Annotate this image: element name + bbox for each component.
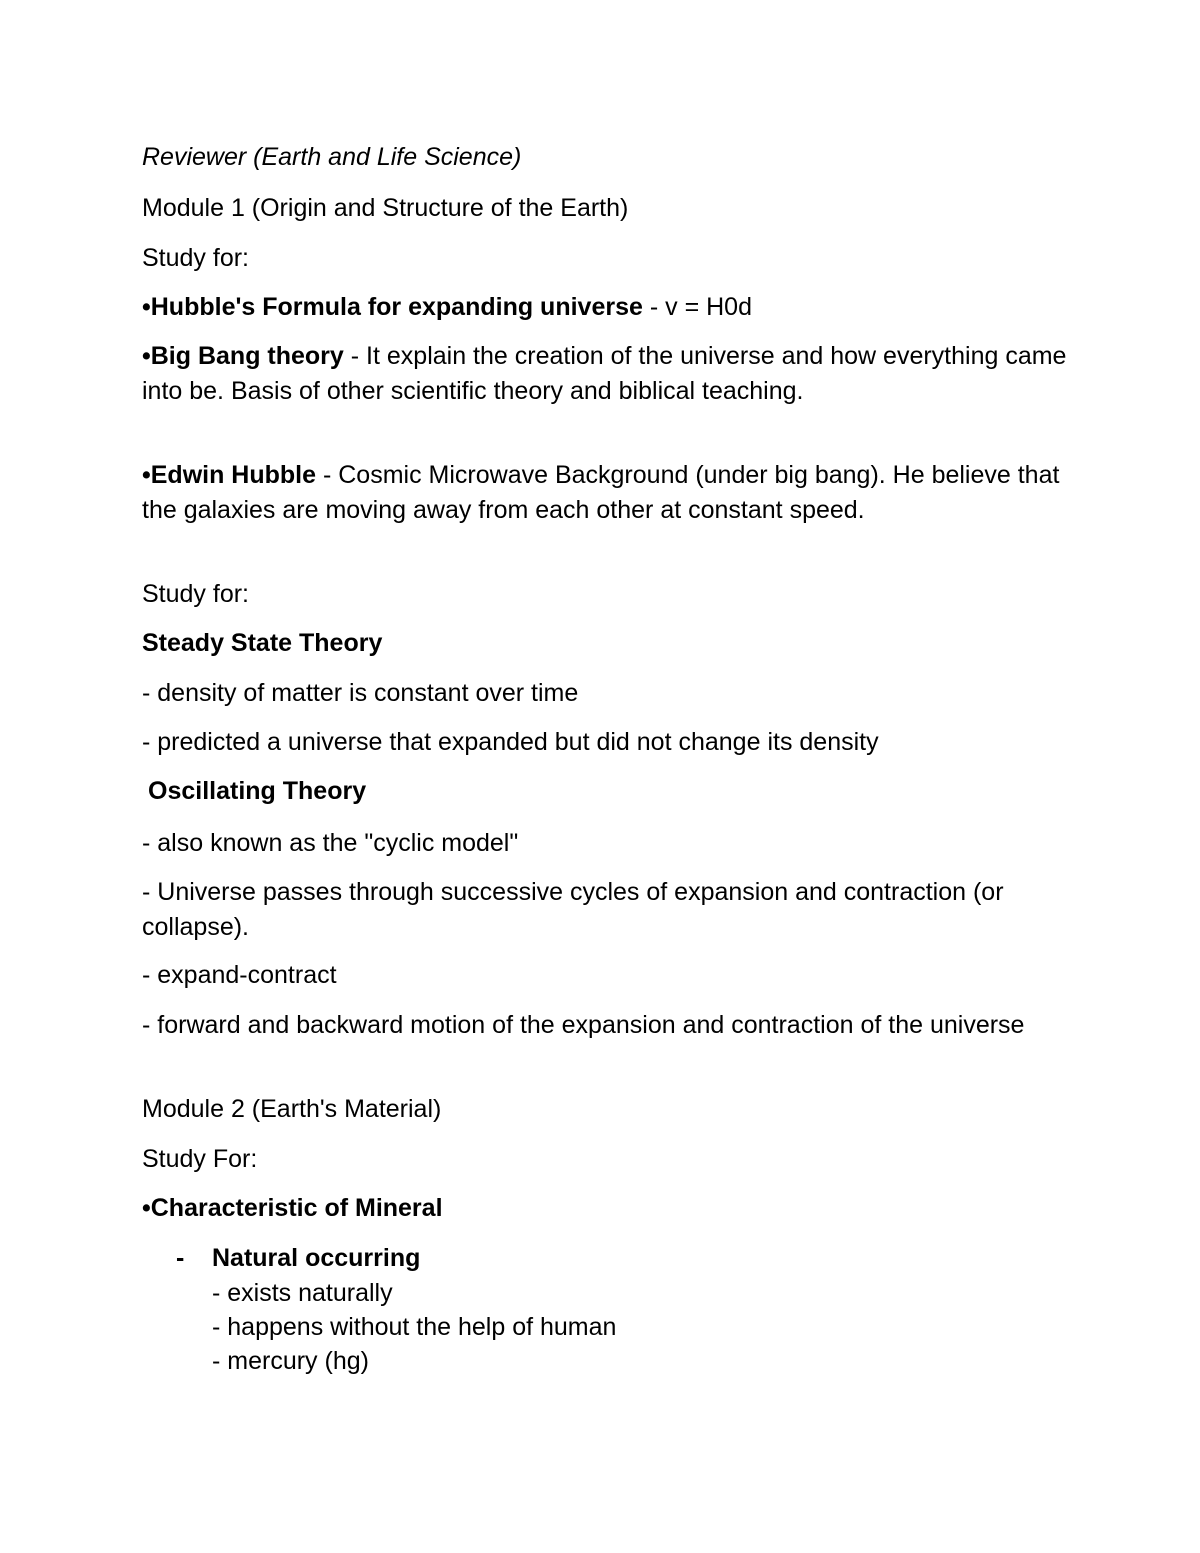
big-bang-term: •Big Bang theory bbox=[142, 342, 344, 370]
edwin-hubble-text: - Cosmic Microwave Background (under big bang). He believe that the galaxies are moving away from each other at constant speed. bbox=[142, 461, 1060, 524]
oscillating-point: - expand-contract bbox=[142, 961, 337, 989]
study-for-label: Study For: bbox=[142, 1145, 258, 1173]
oscillating-point: - also known as the "cyclic model" bbox=[142, 829, 519, 857]
oscillating-heading: Oscillating Theory bbox=[148, 777, 367, 805]
steady-state-heading: Steady State Theory bbox=[142, 629, 383, 657]
module-2-heading: Module 2 (Earth's Material) bbox=[142, 1095, 442, 1123]
natural-occurring-heading: Natural occurring bbox=[212, 1244, 421, 1272]
edwin-hubble-term: •Edwin Hubble bbox=[142, 461, 317, 489]
study-for-label: Study for: bbox=[142, 244, 249, 272]
big-bang-text: - It explain the creation of the universe and how everything came into be. Basis of other scientific theory and biblical teaching. bbox=[142, 342, 1067, 405]
big-bang-item bbox=[142, 339, 1072, 408]
hubble-formula-term: •Hubble's Formula for expanding universe bbox=[142, 293, 643, 321]
characteristic-of-mineral-heading: •Characteristic of Mineral bbox=[142, 1194, 443, 1222]
oscillating-point: - forward and backward motion of the expansion and contraction of the universe bbox=[142, 1011, 1025, 1039]
study-for-label: Study for: bbox=[142, 580, 249, 608]
edwin-hubble-item bbox=[142, 458, 1072, 527]
steady-state-point: - predicted a universe that expanded but did not change its density bbox=[142, 728, 879, 756]
list-item: - mercury (hg) bbox=[212, 1347, 369, 1375]
document-title: Reviewer (Earth and Life Science) bbox=[142, 143, 522, 171]
list-item: - happens without the help of human bbox=[212, 1313, 617, 1341]
hubble-formula-text: - v = H0d bbox=[642, 293, 752, 321]
list-dash: - bbox=[176, 1244, 185, 1272]
steady-state-point: - density of matter is constant over time bbox=[142, 679, 579, 707]
module-1-heading: Module 1 (Origin and Structure of the Earth) bbox=[142, 194, 629, 222]
hubble-formula-item bbox=[142, 290, 752, 324]
oscillating-point: - Universe passes through successive cycles of expansion and contraction (or collapse). bbox=[142, 878, 1004, 941]
list-item: - exists naturally bbox=[212, 1279, 393, 1307]
